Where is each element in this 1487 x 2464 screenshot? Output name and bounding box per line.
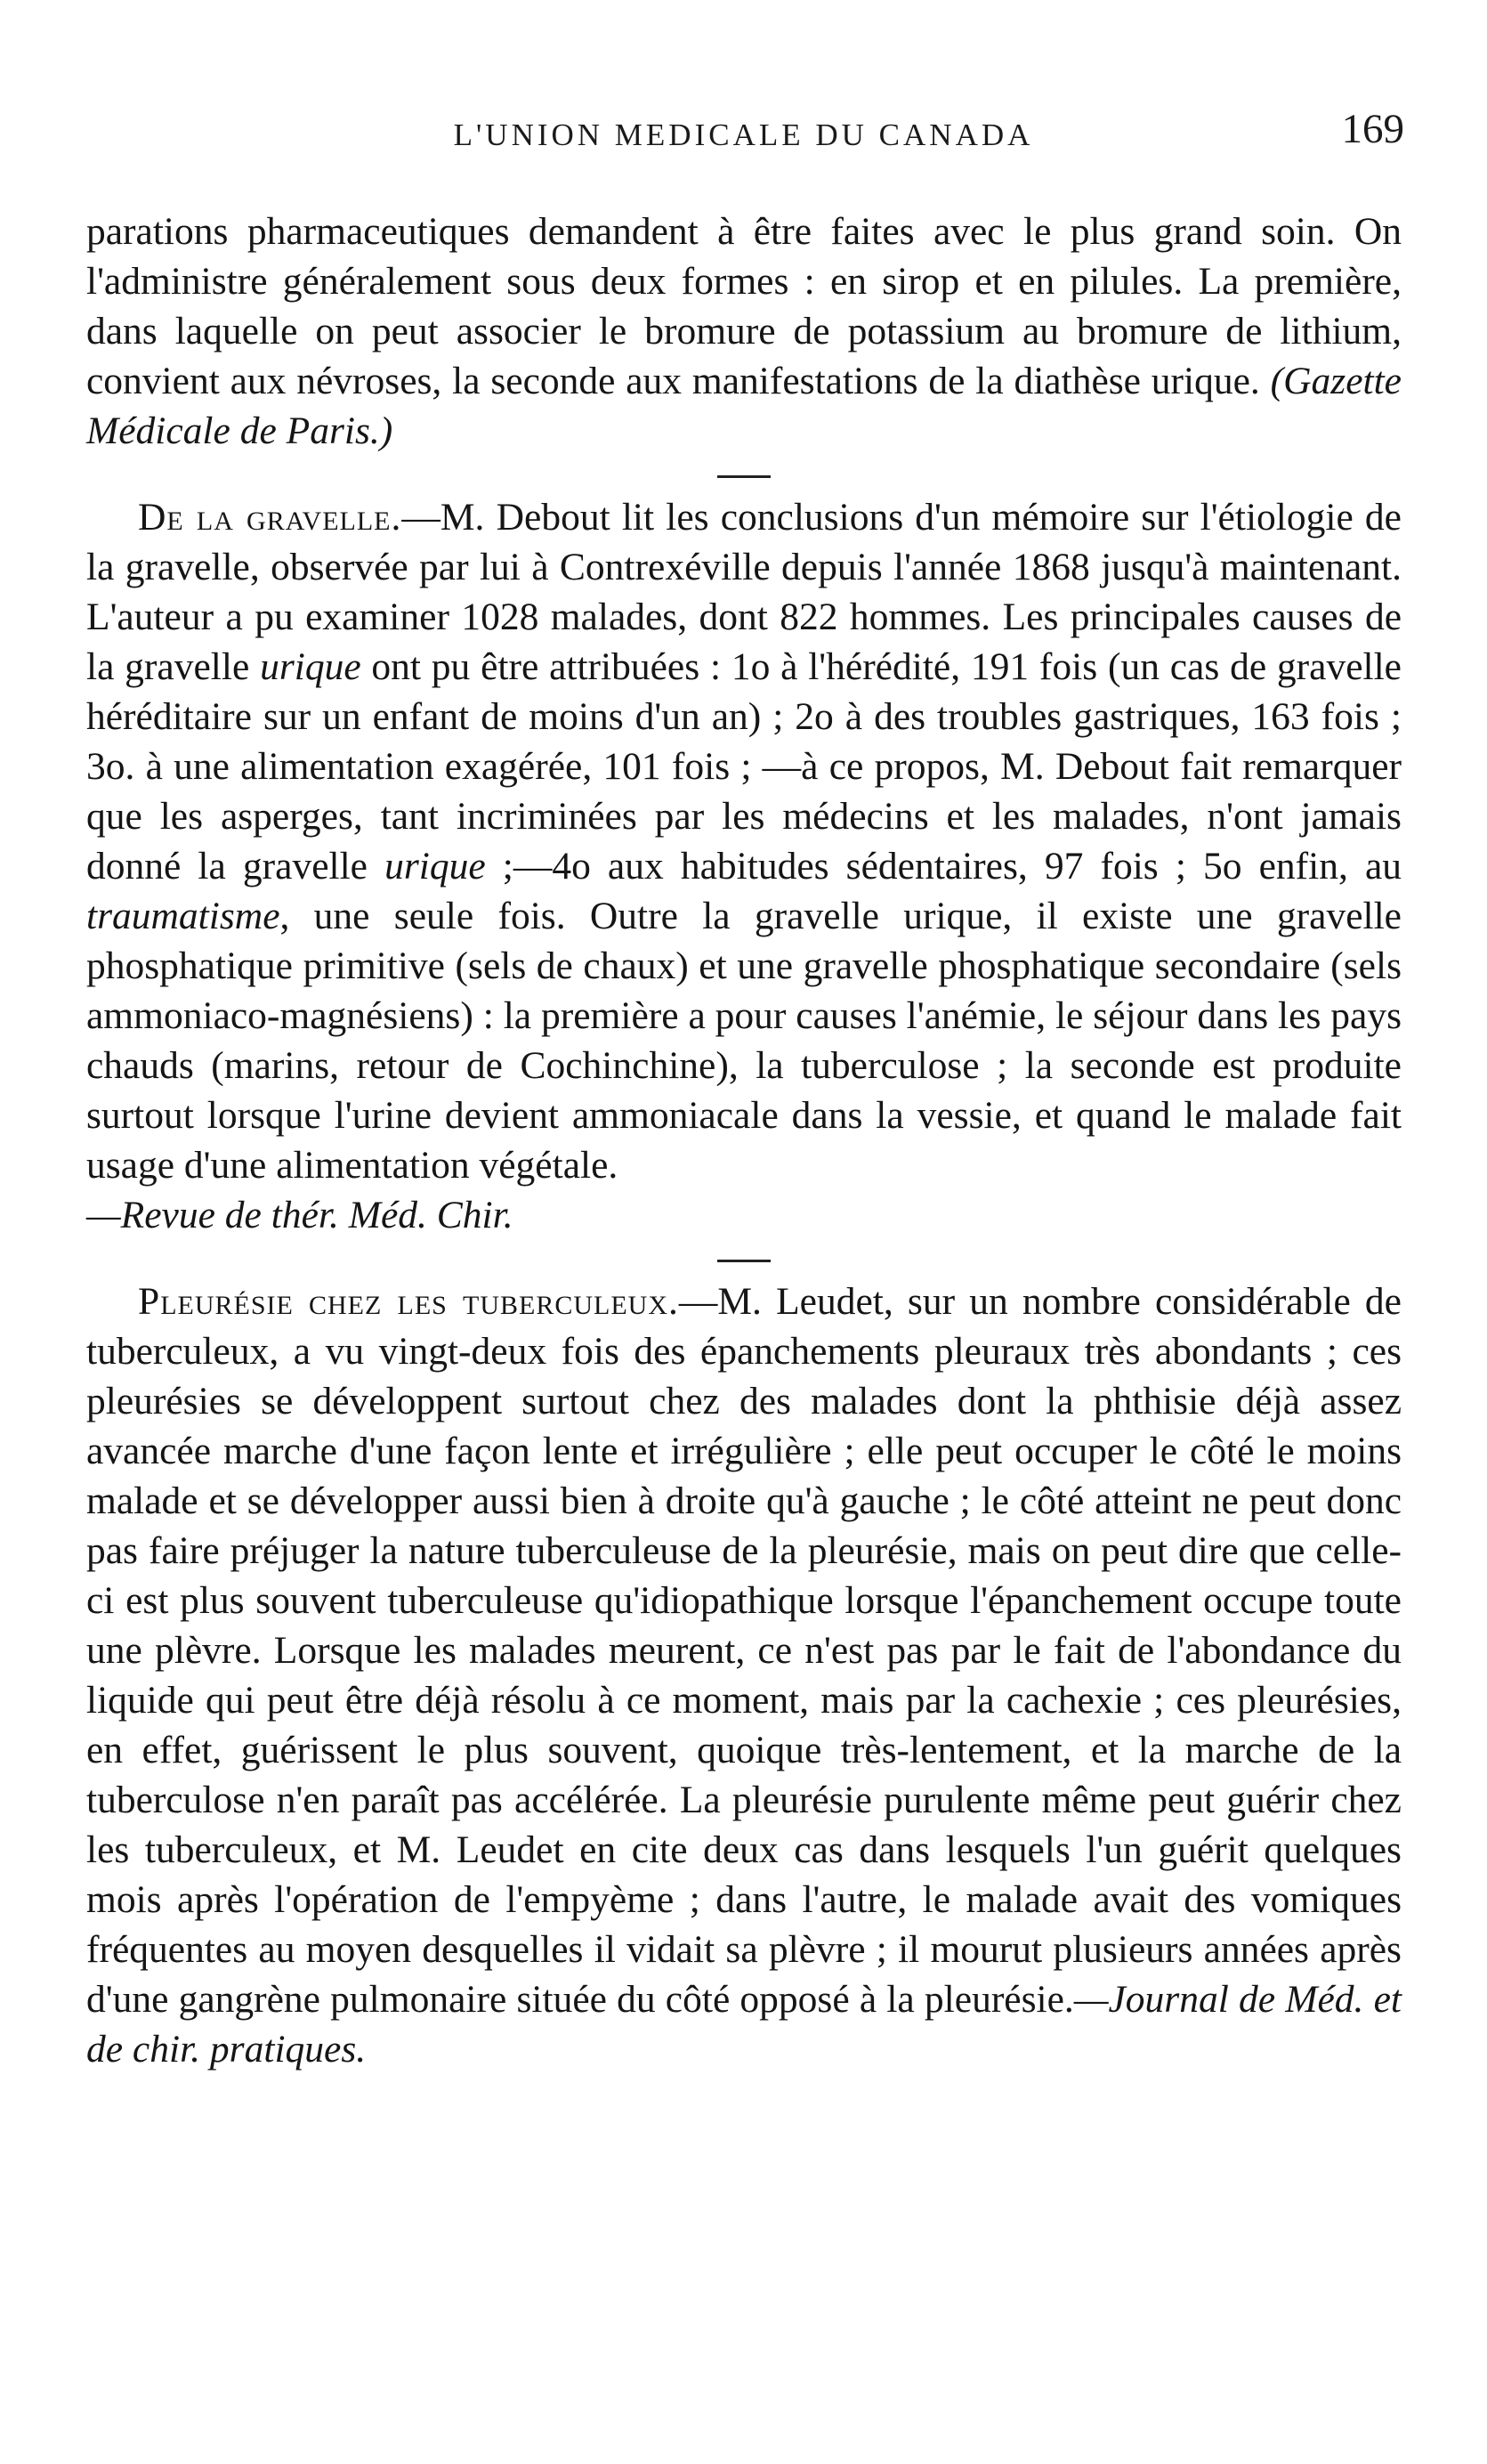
source-citation-gazette: (Gazette Médicale de Paris.) — [86, 360, 1402, 452]
gravelle-text-4: , une seule fois. Outre la gravelle urique, il existe une gravelle phosphatique primitive (sels de chaux) et une gravelle phosphatique secondaire (sels ammoniaco-magnésiens) : la première a pour causes l'anémie, le séjour dans les pays chauds (marins, retour de Cochinchine), la tuberculose ; la seconde est produite surtout lorsque l'urine devient ammoniacale dans la vessie, et quand le malade fait usage d'une alimentation végétale. — [86, 895, 1402, 1187]
paragraph-1-text: parations pharmaceutiques demandent à être faites avec le plus grand soin. On l'administre généralement sous deux formes : en sirop et en pilules. La première, dans laquelle on peut associer le bromure de potassium au bromure de lithium, convient aux névroses, la seconde aux manifestations de la diathèse urique. — [86, 210, 1402, 402]
gravelle-urique-2: urique — [384, 845, 486, 888]
paragraph-continuation — [86, 207, 1402, 456]
gravelle-text-1: —M. Debout lit les conclusions d'un mémoire sur l'étiologie de la gravelle, observée par lui à Contrexéville depuis l'année 1868 jusqu'à maintenant. L'auteur a pu examiner 1028 malades, dont 822 hommes. Les principales causes de la gravelle — [86, 496, 1402, 688]
section-heading-gravelle: De la gravelle. — [138, 496, 402, 539]
paragraph-pleuresie — [86, 1277, 1402, 2074]
pleuresie-text: —M. Leudet, sur un nombre considérable de tuberculeux, a vu vingt-deux fois des épanchements pleuraux très abondants ; ces pleurésies se développent surtout chez des malades dont la phthisie déjà assez avancée marche d'une façon lente et irrégulière ; elle peut occuper le côté le moins malade et se développer aussi bien à droite qu'à gauche ; le côté atteint ne peut donc pas faire préjuger la nature tuberculeuse de la pleurésie, mais on peut dire que celle-ci est plus souvent tuberculeuse qu'idiopathique lorsque l'épanchement occupe toute une plèvre. Lorsque les malades meurent, ce n'est pas par le fait de l'abondance du liquide qui peut être déjà résolu à ce moment, mais par la cachexie ; ces pleurésies, en effet, guérissent le plus souvent, quoique très-lentement, et la marche de la tuberculose n'en paraît pas accélérée. La pleurésie purulente même peut guérir chez les tuberculeux, et M. Leudet en cite deux cas dans lesquels l'un guérit quelques mois après l'opération de l'empyème ; dans l'autre, le malade avait des vomiques fréquentes au moyen desquelles il vidait sa plèvre ; il mourut plusieurs années après d'une gangrène pulmonaire située du côté opposé à la pleurésie. — [86, 1280, 1402, 2021]
running-title: L'UNION MEDICALE DU CANADA — [453, 118, 1034, 152]
source-citation-revue: —Revue de thér. Méd. Chir. — [86, 1194, 513, 1236]
gravelle-traumatisme: traumatisme — [86, 895, 280, 937]
page-number: 169 — [1341, 106, 1404, 152]
gravelle-urique-1: urique — [260, 645, 361, 688]
paragraph-gravelle — [86, 492, 1402, 1190]
gravelle-text-2: ont pu être attribuées : 1o à l'hérédité, 191 fois (un cas de gravelle héréditaire sur un enfant de moins d'un an) ; 2o à des troubles gastriques, 163 fois ; 3o. à une alimentation exagérée, 101 fois ; —à ce propos, M. Debout fait remarquer que les asperges, tant incriminées par les médecins et les malades, n'ont jamais donné la gravelle — [86, 645, 1402, 888]
section-heading-pleuresie: Pleurésie chez les tuberculeux. — [138, 1280, 679, 1323]
section-divider — [717, 1260, 771, 1262]
body-text — [86, 207, 1402, 2074]
gravelle-text-3: ;—4o aux habitudes sédentaires, 97 fois ; 5o enfin, au — [485, 845, 1402, 888]
running-head — [0, 105, 1487, 158]
source-citation-journal: —Journal de Méd. et de chir. pratiques. — [86, 1978, 1402, 2071]
section-divider — [717, 475, 771, 478]
